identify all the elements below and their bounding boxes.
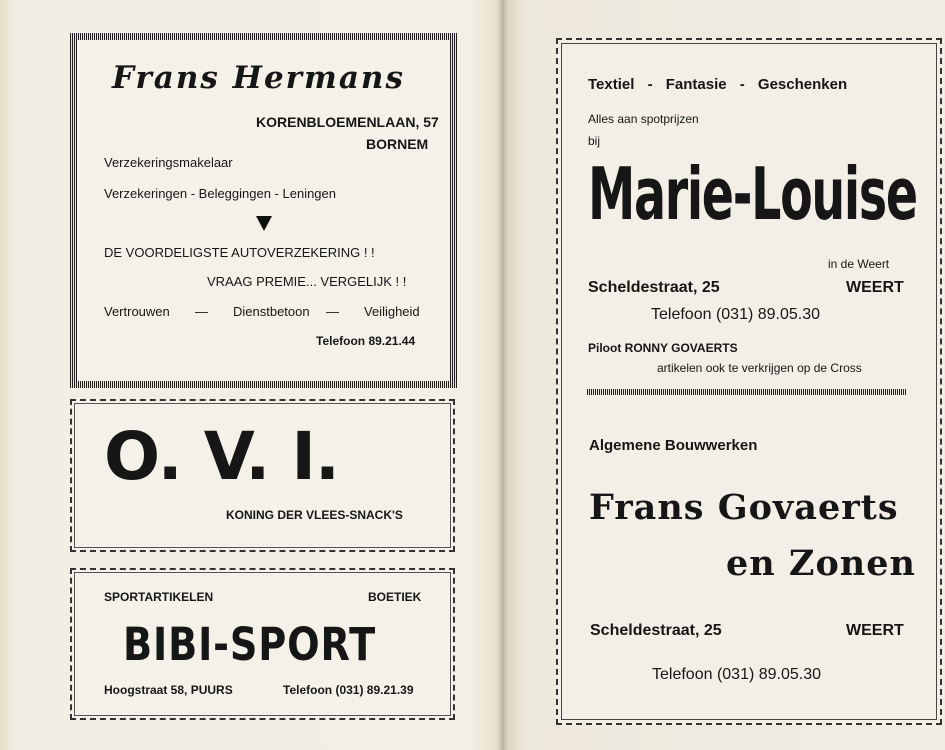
bibi-category-left: SPORTARTIKELEN [104, 590, 214, 604]
hermans-value-trust: Vertrouwen [104, 304, 170, 319]
hermans-address: KORENBLOEMENLAAN, 57 [256, 114, 439, 130]
hermans-name: Frans Hermans [112, 60, 405, 96]
govaerts-name-1: Frans Govaerts [589, 487, 899, 528]
marie-street: Scheldestraat, 25 [588, 279, 720, 296]
govaerts-phone: Telefoon (031) 89.05.30 [652, 666, 822, 683]
hermans-phone: Telefoon 89.21.44 [316, 334, 416, 348]
down-triangle-icon [256, 216, 272, 231]
hermans-city: BORNEM [366, 136, 429, 152]
marie-location: in de Weert [828, 257, 890, 271]
hermans-value-safety: Veiligheid [364, 304, 420, 319]
govaerts-category: Algemene Bouwwerken [589, 437, 758, 454]
marie-name: Marie-Louise [588, 152, 917, 236]
marie-note: artikelen ook te verkrijgen op de Cross [657, 361, 862, 375]
hermans-profession: Verzekeringsmakelaar [104, 155, 233, 170]
marie-pilot: Piloot RONNY GOVAERTS [588, 341, 738, 355]
hermans-dash-1: — [195, 304, 208, 319]
book-gutter [497, 0, 509, 750]
bibi-category-right: BOETIEK [368, 590, 422, 604]
bibi-phone: Telefoon (031) 89.21.39 [283, 683, 414, 697]
ad-separator [587, 389, 907, 395]
marie-phone: Telefoon (031) 89.05.30 [651, 306, 821, 323]
marie-categories: Textiel - Fantasie - Geschenken [588, 76, 848, 93]
hermans-slogan-1: DE VOORDELIGSTE AUTOVERZEKERING ! ! [104, 245, 375, 260]
ovi-tagline: KONING DER VLEES-SNACK'S [226, 508, 403, 522]
govaerts-name-2: en Zonen [726, 543, 916, 584]
hermans-services: Verzekeringen - Beleggingen - Leningen [104, 186, 337, 201]
bibi-address: Hoogstraat 58, PUURS [104, 683, 233, 697]
hermans-dash-2: — [326, 304, 339, 319]
bibi-name: BIBI-SPORT [123, 618, 377, 671]
hermans-slogan-2: VRAAG PREMIE... VERGELIJK ! ! [207, 274, 407, 289]
marie-line-2: bij [588, 134, 601, 148]
marie-line-1: Alles aan spotprijzen [588, 112, 699, 126]
govaerts-city: WEERT [846, 622, 904, 639]
marie-city: WEERT [846, 279, 904, 296]
govaerts-street: Scheldestraat, 25 [590, 622, 722, 639]
ovi-name: O. V. I. [104, 418, 339, 495]
hermans-value-service: Dienstbetoon [233, 304, 310, 319]
